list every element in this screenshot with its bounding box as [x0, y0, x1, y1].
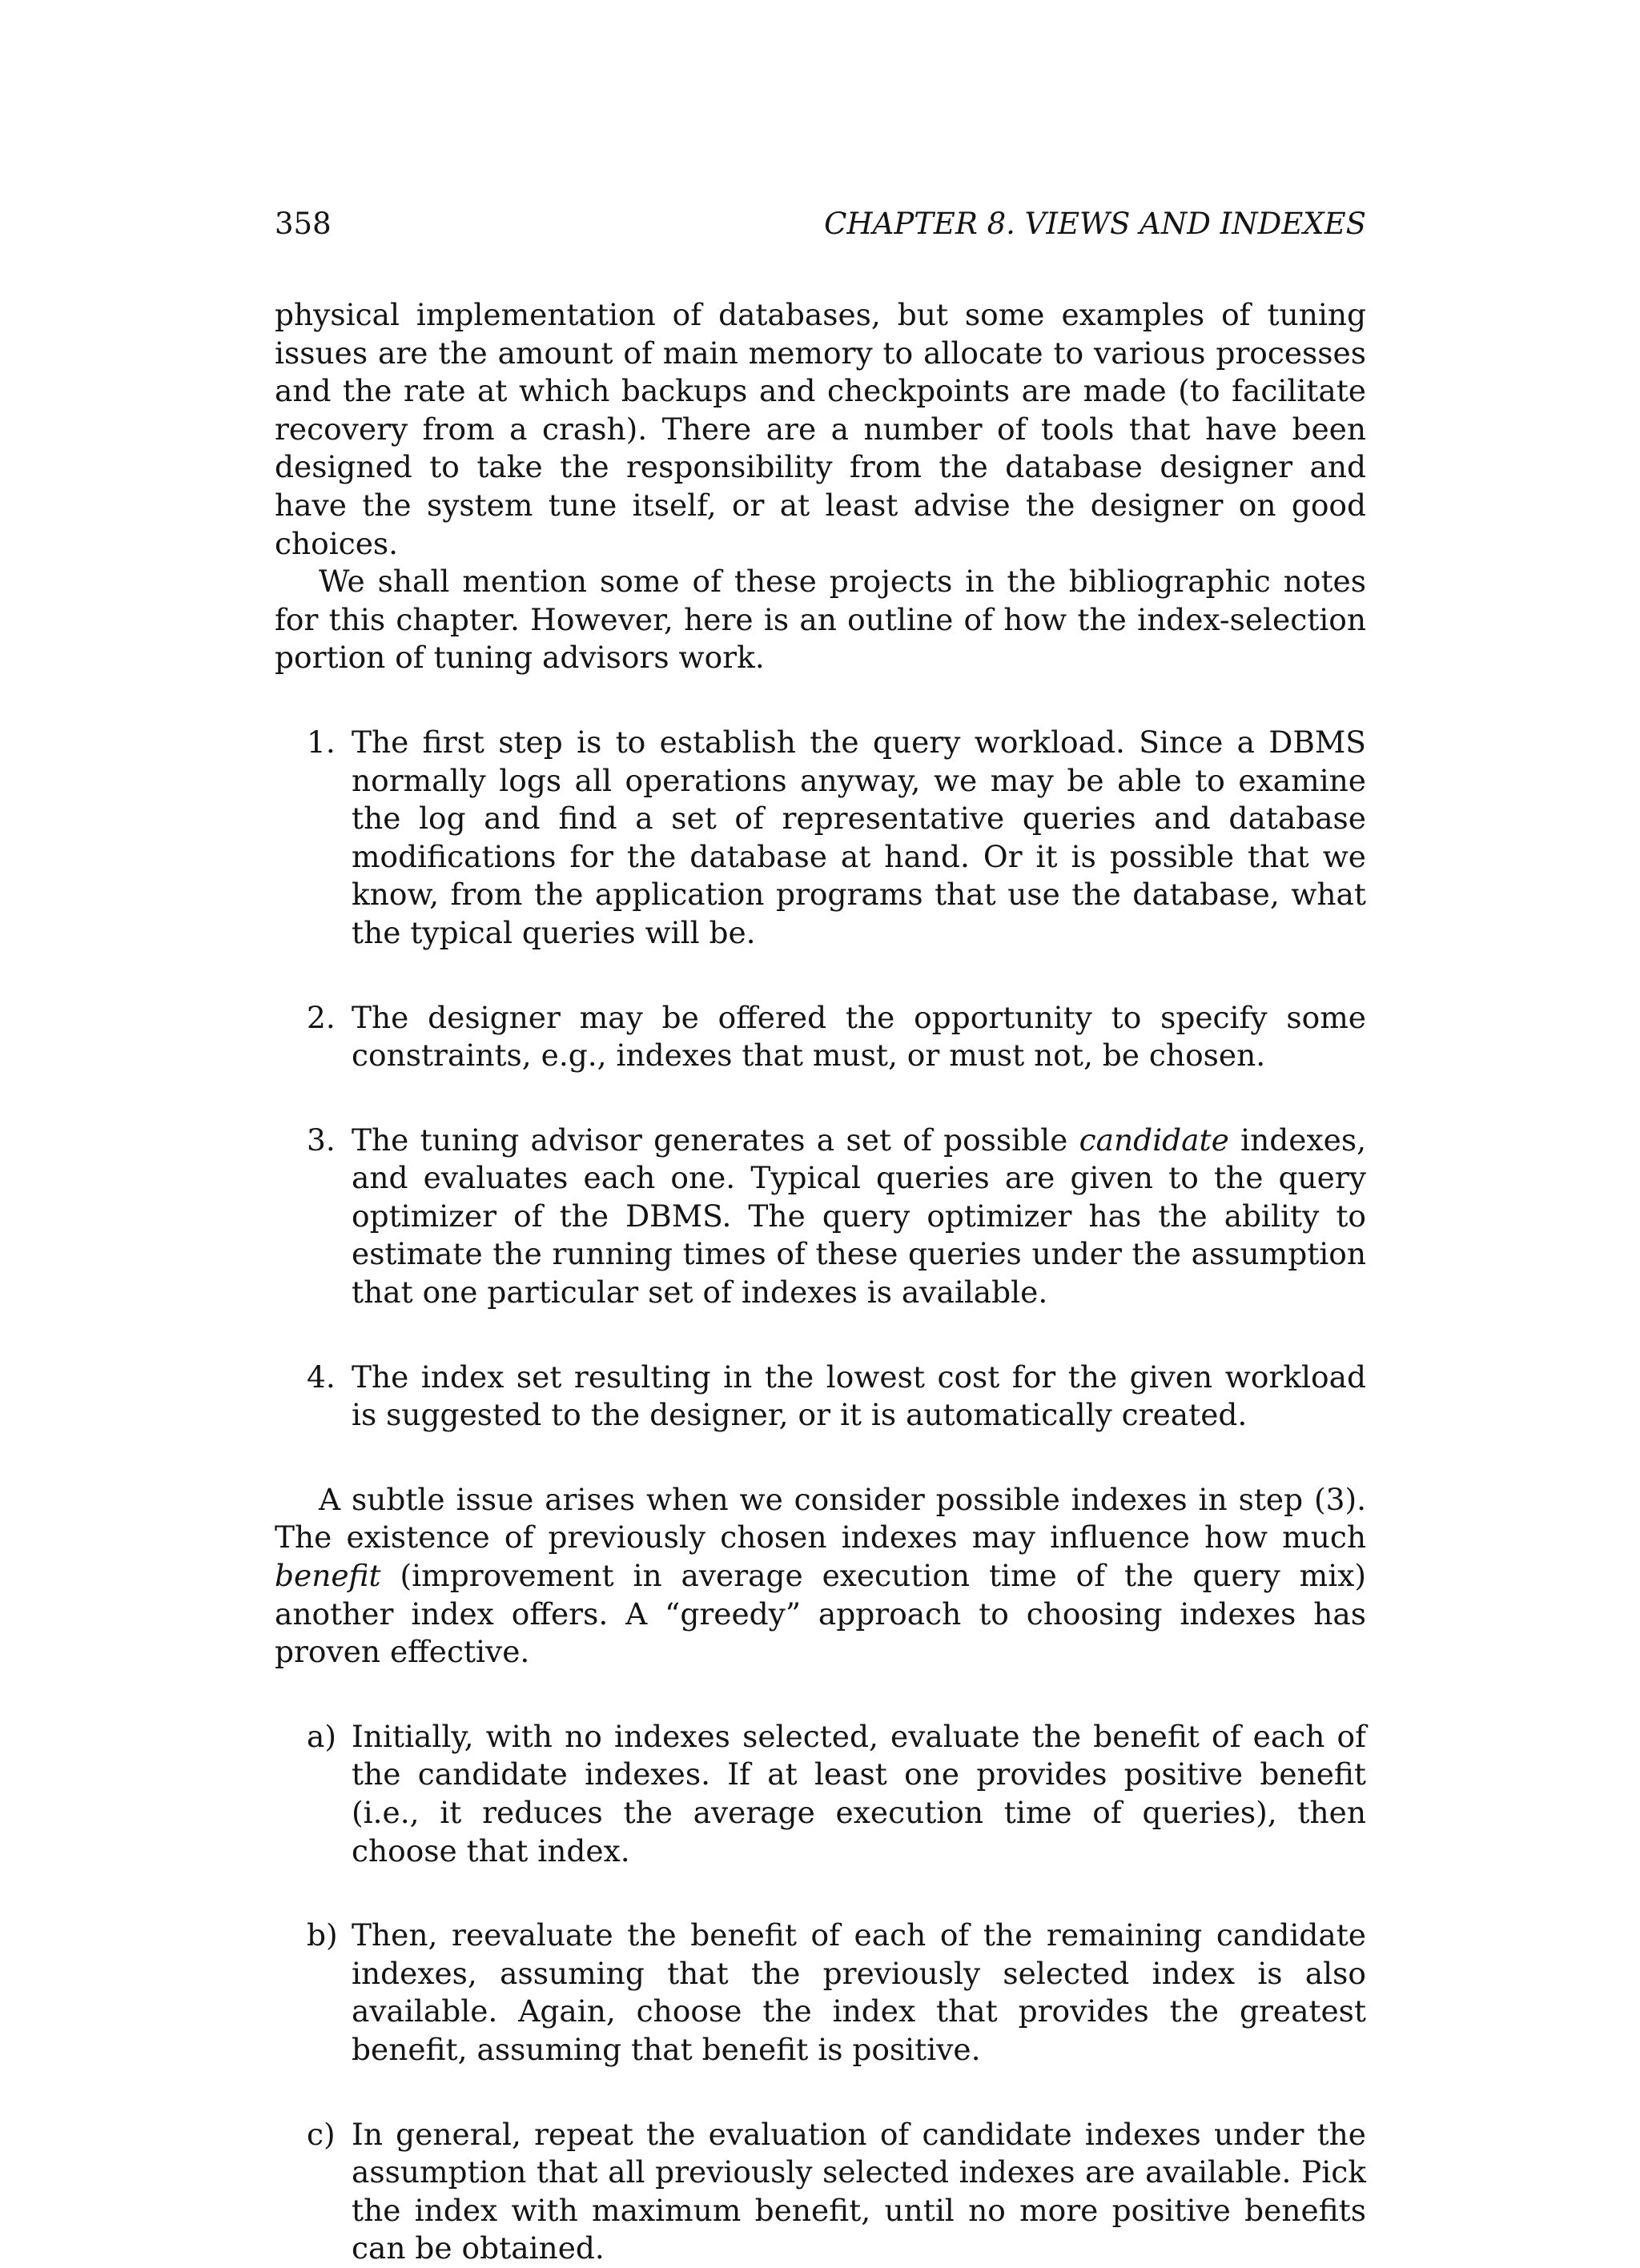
page-header	[275, 207, 1366, 255]
numbered-list	[275, 724, 1366, 1435]
list-item-text-after: indexes, and evaluates each one. Typical queries are given to the query optimizer of the DBMS. The query optimizer has the ability to estimate the running times of these queries under the assumption that one particular set of indexes is available.	[352, 1122, 1366, 1311]
list-item-text: The first step is to establish the query workload. Since a DBMS normally logs all operations anyway, we may be able to examine the log and find a set of representative queries and database modifications for the database at hand. Or it is possible that we know, from the application programs that use the database, what the typical queries will be.	[352, 724, 1366, 950]
list-item-text: Initially, with no indexes selected, evaluate the benefit of each of the candidate indexes. If at least one provides positive benefit (i.e., it reduces the average execution time of queries), then choose that index.	[352, 1718, 1366, 1869]
list-item-text: In general, repeat the evaluation of candidate indexes under the assumption that all previously selected indexes are available. Pick the index with maximum benefit, until no more positive benefits can be obtained.	[352, 2116, 1366, 2266]
list-item-a	[275, 1718, 1366, 1870]
list-item-2	[275, 999, 1366, 1075]
list-item-4	[275, 1359, 1366, 1435]
list-marker: 1.	[307, 724, 336, 760]
list-item-text: The index set resulting in the lowest cost for the given workload is suggested to the designer, or it is automatically created.	[352, 1359, 1366, 1433]
running-head: CHAPTER 8. VIEWS AND INDEXES	[824, 207, 1366, 241]
emphasis-benefit: benefit	[275, 1558, 381, 1594]
list-item-text: The designer may be offered the opportunity to specify some constraints, e.g., indexes that must, or must not, be chosen.	[352, 999, 1366, 1074]
page-body	[275, 296, 1366, 2268]
list-item-1	[275, 724, 1366, 953]
emphasis-candidate: candidate	[1079, 1122, 1229, 1158]
paragraph-text-after: (improvement in average execution time of the query mix) another index offers. A “greedy” approach to choosing indexes has proven effective.	[275, 1558, 1366, 1670]
list-item-b	[275, 1917, 1366, 2069]
list-item-c	[275, 2116, 1366, 2268]
paragraph-continued: physical implementation of databases, but some examples of tuning issues are the amount of main memory to allocate to various processes and the rate at which backups and checkpoints are made (to facilitate recovery from a crash). There are a number of tools that have been designed to take the responsibility from the database designer and have the system tune itself, or at least advise the designer on good choices.	[275, 297, 1366, 561]
paragraph-outline-intro: We shall mention some of these projects in the bibliographic notes for this chapter. However, here is an outline of how the index-selection portion of tuning advisors work.	[275, 564, 1366, 676]
paragraph-greedy	[275, 1481, 1366, 1672]
list-marker: a)	[307, 1718, 336, 1754]
lettered-list	[275, 1718, 1366, 2268]
list-marker: 2.	[307, 999, 336, 1035]
list-item-3	[275, 1122, 1366, 1312]
paragraph-text-before: A subtle issue arises when we consider possible indexes in step (3). The existence of previously chosen indexes may influence how much	[275, 1481, 1366, 1555]
page-number: 358	[275, 207, 332, 241]
list-item-text-before: The tuning advisor generates a set of possible	[352, 1122, 1079, 1158]
list-marker: c)	[307, 2116, 336, 2152]
list-item-text: Then, reevaluate the benefit of each of the remaining candidate indexes, assuming that the previously selected index is also available. Again, choose the index that provides the greatest benefit, assuming that benefit is positive.	[352, 1917, 1366, 2067]
list-marker: b)	[307, 1917, 338, 1953]
list-marker: 4.	[307, 1359, 336, 1395]
list-marker: 3.	[307, 1122, 336, 1158]
